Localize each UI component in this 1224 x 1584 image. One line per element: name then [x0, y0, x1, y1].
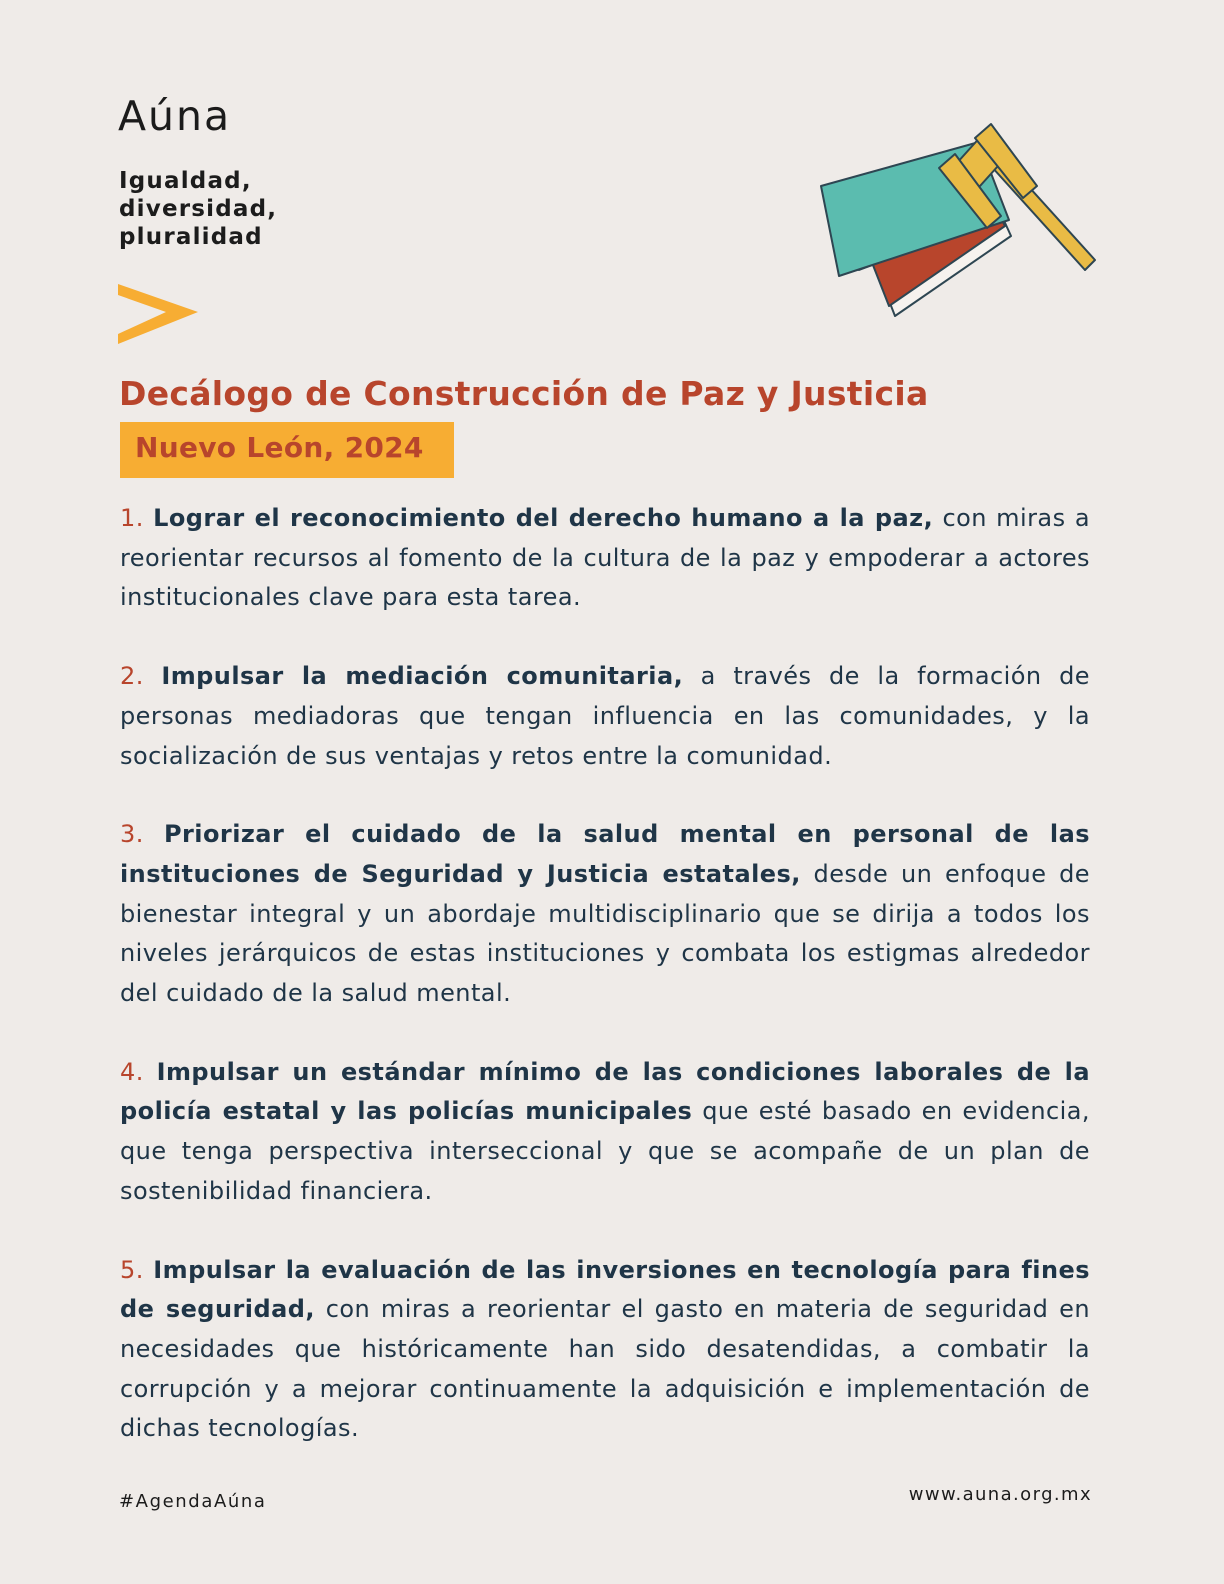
item-number: 3. — [120, 820, 144, 849]
footer-website-link[interactable]: www.auna.org.mx — [908, 1484, 1092, 1505]
item-text: con miras a reorientar el gasto en materia de seguridad en necesidades que históricamente han sido desatendidas, a combatir la corrupción y a mejorar continuamente la adquisición e implementación de dichas tecnologías. — [120, 1295, 1090, 1443]
brand-tagline — [119, 167, 379, 251]
item-number: 5. — [120, 1255, 144, 1284]
item-number: 4. — [120, 1057, 144, 1086]
tagline-line: pluralidad — [119, 224, 263, 250]
list-item — [120, 657, 1090, 776]
item-heading: Lograr el reconocimiento del derecho humano a la paz, — [153, 504, 934, 532]
item-text: con miras a reorientar recursos al fomento de la cultura de la paz y empoderar a actores institucionales clave para esta tarea. — [120, 504, 1090, 612]
list-item — [120, 1053, 1090, 1212]
item-heading: Priorizar el cuidado de la salud mental en personal de las instituciones de Seguridad y Justicia estatales, — [120, 820, 1090, 888]
tagline-line: Igualdad, — [119, 168, 252, 194]
decalogue-list — [120, 499, 1090, 1488]
list-item — [120, 815, 1090, 1014]
page-title: Decálogo de Construcción de Paz y Justicia — [119, 374, 929, 413]
item-heading: Impulsar un estándar mínimo de las condiciones laborales de la policía estatal y las policías municipales — [120, 1057, 1090, 1126]
item-text: a través de la formación de personas mediadoras que tengan influencia en las comunidades, y la socialización de sus ventajas y retos entre la comunidad. — [120, 662, 1090, 770]
list-item — [120, 499, 1090, 618]
tagline-line: diversidad, — [119, 196, 278, 222]
item-text: que esté basado en evidencia, que tenga perspectiva interseccional y que se acompañe de un plan de sostenibilidad financiera. — [120, 1097, 1090, 1205]
item-number: 1. — [120, 504, 144, 532]
item-number: 2. — [120, 662, 144, 691]
subtitle-badge: Nuevo León, 2024 — [120, 422, 454, 478]
item-heading: Impulsar la evaluación de las inversiones en tecnología para fines de seguridad, — [120, 1255, 1090, 1324]
books-gavel-icon — [815, 120, 1105, 330]
brand-logo: Aúna — [118, 92, 232, 140]
footer-hashtag: #AgendaAúna — [119, 1491, 267, 1512]
list-item — [120, 1251, 1090, 1450]
item-heading: Impulsar la mediación comunitaria, — [161, 662, 684, 691]
item-text: desde un enfoque de bienestar integral y un abordaje multidisciplinario que se dirija a todos los niveles jerárquicos de estas instituciones y combata los estigmas alrededor del cuidado de la salud mental. — [120, 859, 1090, 1008]
chevron-right-icon — [118, 284, 200, 346]
